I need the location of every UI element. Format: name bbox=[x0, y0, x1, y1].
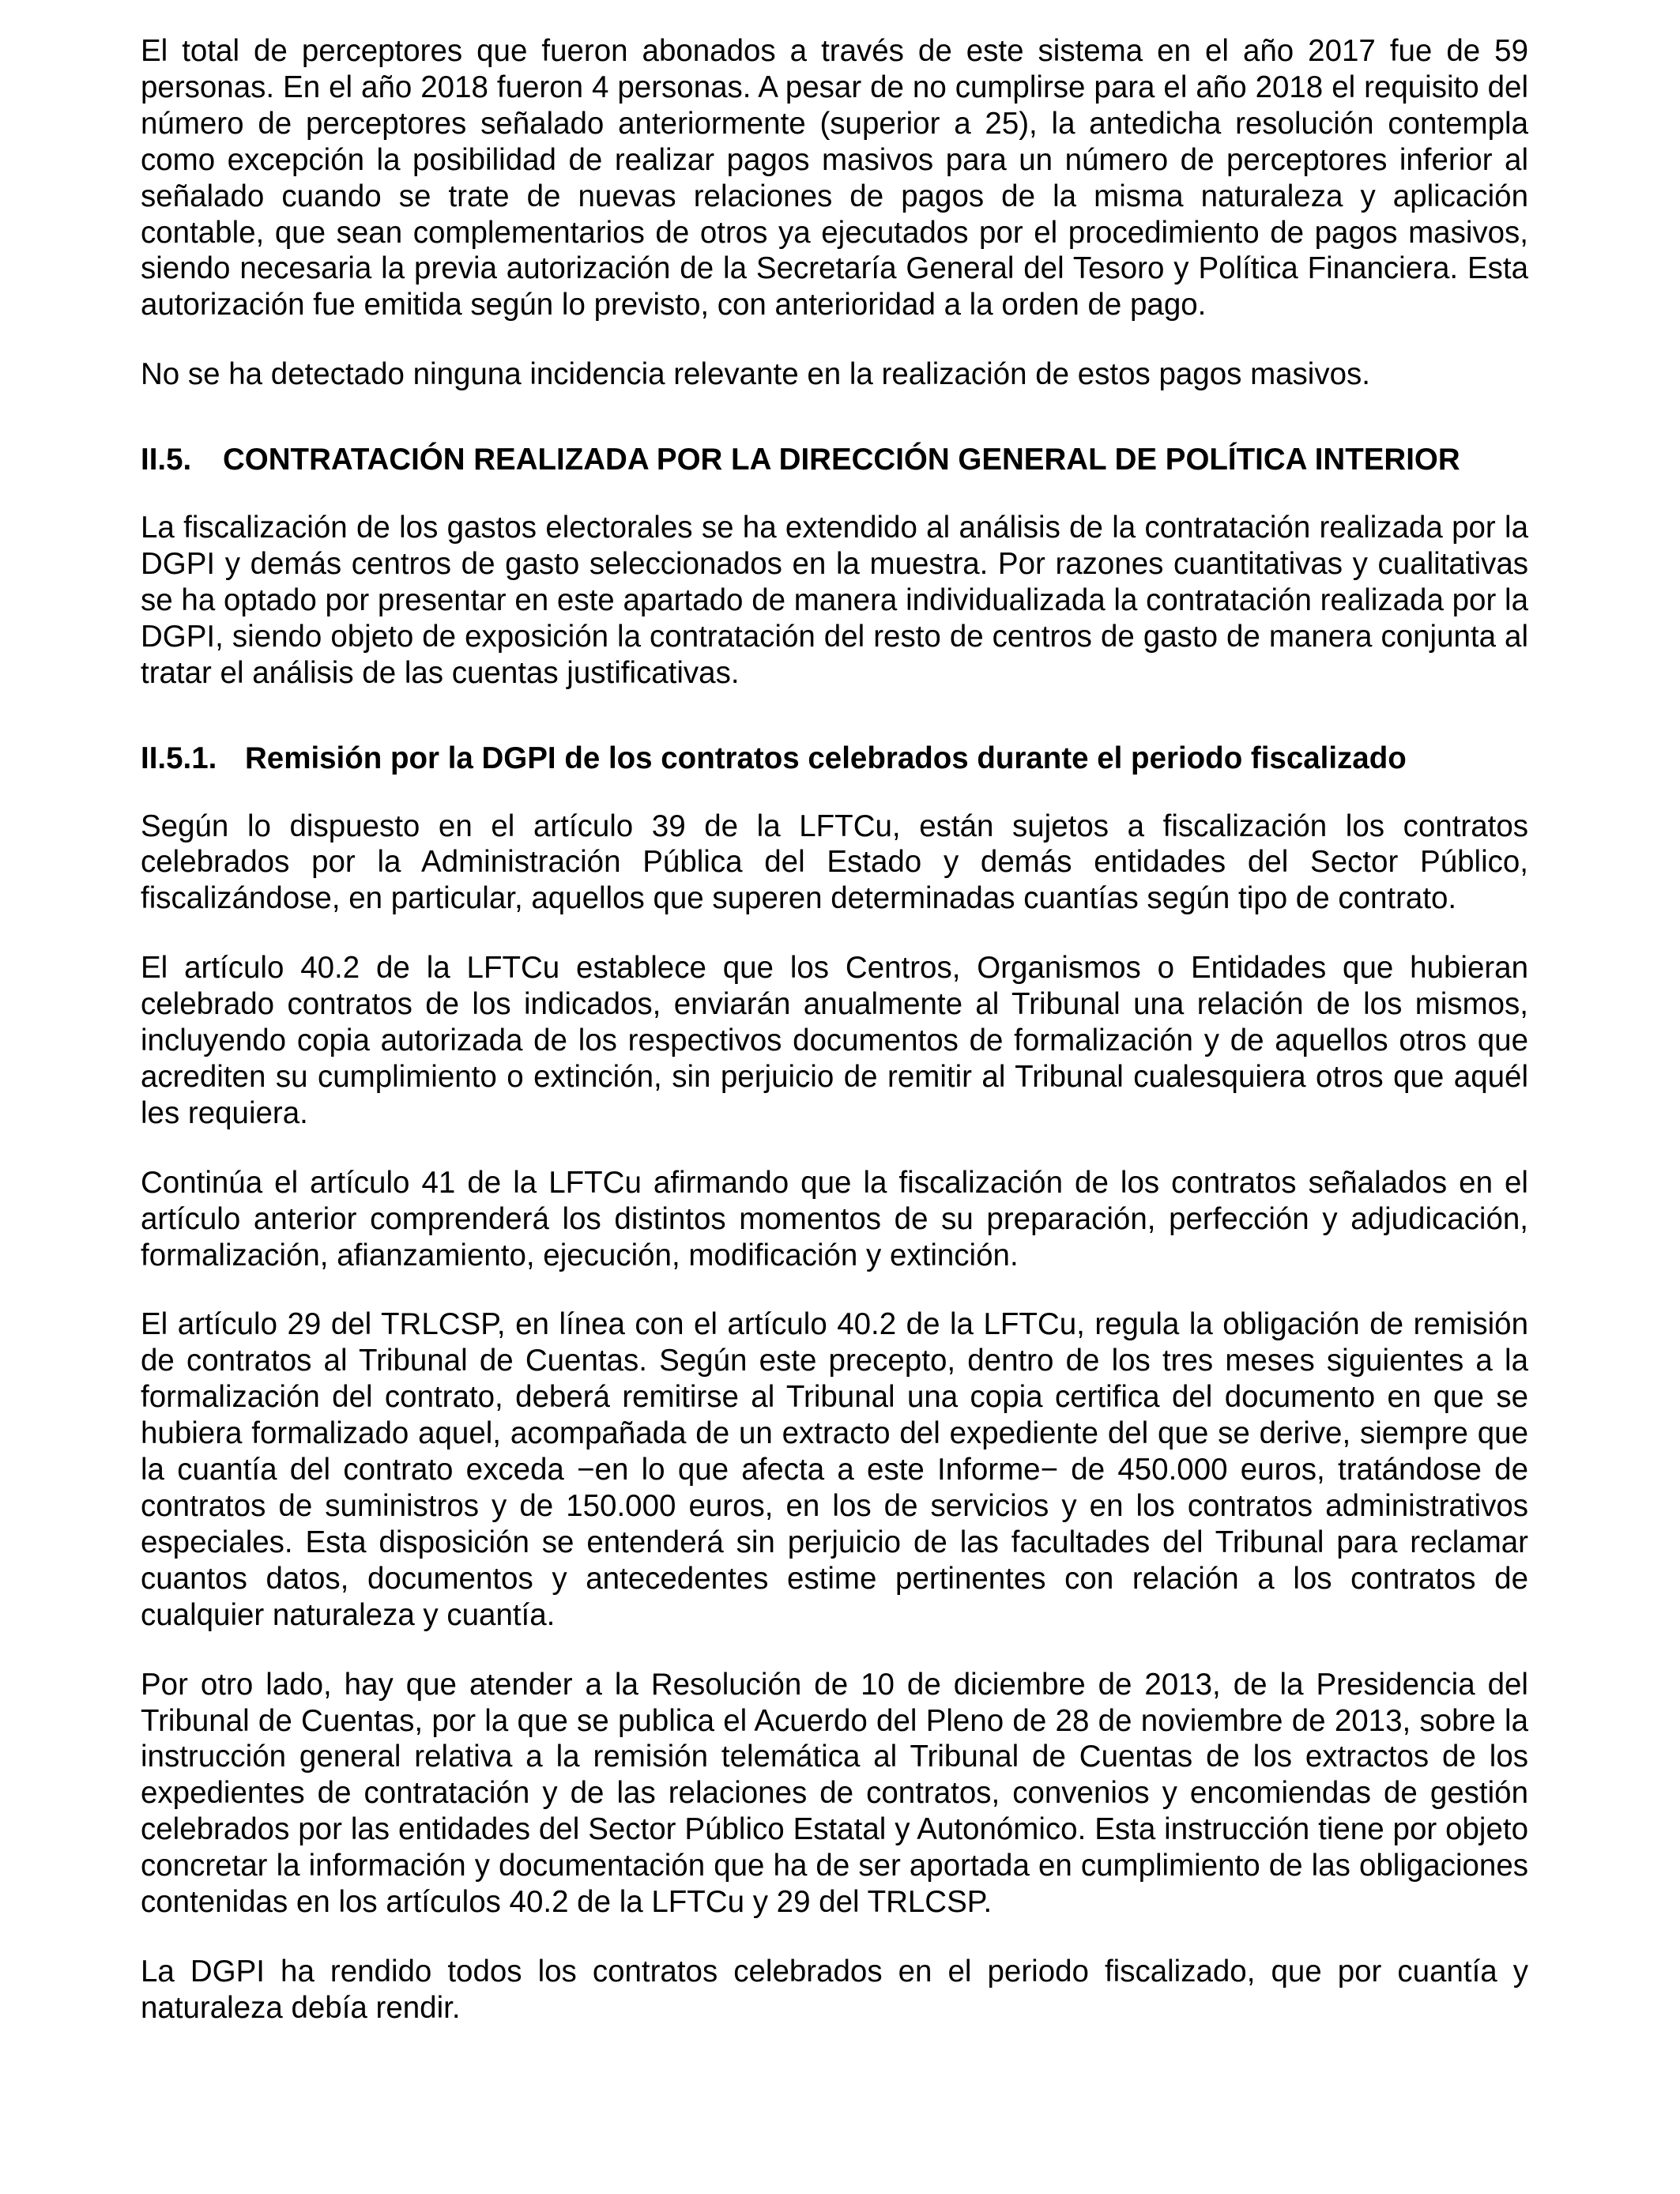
subsection-number: II.5.1. bbox=[141, 741, 217, 775]
paragraph-resolucion-2013: Por otro lado, hay que atender a la Resolución de 10 de diciembre de 2013, de la Presidencia del Tribunal de Cuentas, por la que se publica el Acuerdo del Pleno de 28 de noviembre de 2013, sobre la instrucción general relativa a la remisión telemática al Tribunal de Cuentas de los extractos de los expedientes de contratación y de las relaciones de contratos, convenios y encomiendas de gestión celebrados por las entidades del Sector Público Estatal y Autonómico. Esta instrucción tiene por objeto concretar la información y documentación que ha de ser aportada en cumplimiento de las obligaciones contenidas en los artículos 40.2 de la LFTCu y 29 del TRLCSP. bbox=[141, 1667, 1528, 1920]
paragraph-pagos-masivos-perceptores: El total de perceptores que fueron abonados a través de este sistema en el año 2017 fue de 59 personas. En el año 2018 fueron 4 personas. A pesar de no cumplirse para el año 2018 el requisito del número de perceptores señalado anteriormente (superior a 25), la antedicha resolución contempla como excepción la posibilidad de realizar pagos masivos para un número de perceptores inferior al señalado cuando se trate de nuevas relaciones de pagos de la misma naturaleza y aplicación contable, que sean complementarios de otros ya ejecutados por el procedimiento de pagos masivos, siendo necesaria la previa autorización de la Secretaría General del Tesoro y Política Financiera. Esta autorización fue emitida según lo previsto, con anterioridad a la orden de pago. bbox=[141, 34, 1528, 322]
section-title: CONTRATACIÓN REALIZADA POR LA DIRECCIÓN GENERAL DE POLÍTICA INTERIOR bbox=[223, 443, 1460, 477]
subsection-title: Remisión por la DGPI de los contratos celebrados durante el periodo fiscalizado bbox=[245, 741, 1407, 775]
paragraph-articulo-40-2: El artículo 40.2 de la LFTCu establece que los Centros, Organismos o Entidades que hubieran celebrado contratos de los indicados, enviarán anualmente al Tribunal una relación de los mismos, incluyendo copia autorizada de los respectivos documentos de formalización y de aquellos otros que acrediten su cumplimiento o extinción, sin perjuicio de remitir al Tribunal cualesquiera otros que aquél les requiera. bbox=[141, 951, 1528, 1130]
document-page bbox=[141, 33, 1528, 2026]
paragraph-sin-incidencias: No se ha detectado ninguna incidencia relevante en la realización de estos pagos masivos. bbox=[141, 357, 1370, 392]
paragraph-articulo-41: Continúa el artículo 41 de la LFTCu afirmando que la fiscalización de los contratos señalados en el artículo anterior comprenderá los distintos momentos de su preparación, perfección y adjudicación, formalización, afianzamiento, ejecución, modificación y extinción. bbox=[141, 1165, 1528, 1272]
section-number: II.5. bbox=[141, 443, 192, 477]
paragraph-articulo-29-trlcsp: El artículo 29 del TRLCSP, en línea con el artículo 40.2 de la LFTCu, regula la obligación de remisión de contratos al Tribunal de Cuentas. Según este precepto, dentro de los tres meses siguientes a la formalización del contrato, deberá remitirse al Tribunal una copia certifica del documento en que se hubiera formalizado aquel, acompañada de un extracto del expediente del que se derive, siempre que la cuantía del contrato exceda −en lo que afecta a este Informe− de 450.000 euros, tratándose de contratos de suministros y de 150.000 euros, en los de servicios y en los contratos administrativos especiales. Esta disposición se entenderá sin perjuicio de las facultades del Tribunal para reclamar cuantos datos, documentos y antecedentes estime pertinentes con relación a los contratos de cualquier naturaleza y cuantía. bbox=[141, 1307, 1528, 1632]
section-heading-contratacion-dgpi bbox=[141, 442, 1528, 478]
paragraph-dgpi-rendicion: La DGPI ha rendido todos los contratos celebrados en el periodo fiscalizado, que por cuantía y naturaleza debía rendir. bbox=[141, 1954, 1528, 2025]
subsection-heading-remision-contratos bbox=[141, 741, 1528, 777]
paragraph-articulo-39: Según lo dispuesto en el artículo 39 de la LFTCu, están sujetos a fiscalización los contratos celebrados por la Administración Pública del Estado y demás entidades del Sector Público, fiscalizándose, en particular, aquellos que superen determinadas cuantías según tipo de contrato. bbox=[141, 809, 1528, 916]
paragraph-fiscalizacion-gastos-electorales: La fiscalización de los gastos electorales se ha extendido al análisis de la contratación realizada por la DGPI y demás centros de gasto seleccionados en la muestra. Por razones cuantitativas y cualitativas se ha optado por presentar en este apartado de manera individualizada la contratación realizada por la DGPI, siendo objeto de exposición la contratación del resto de centros de gasto de manera conjunta al tratar el análisis de las cuentas justificativas. bbox=[141, 511, 1528, 690]
